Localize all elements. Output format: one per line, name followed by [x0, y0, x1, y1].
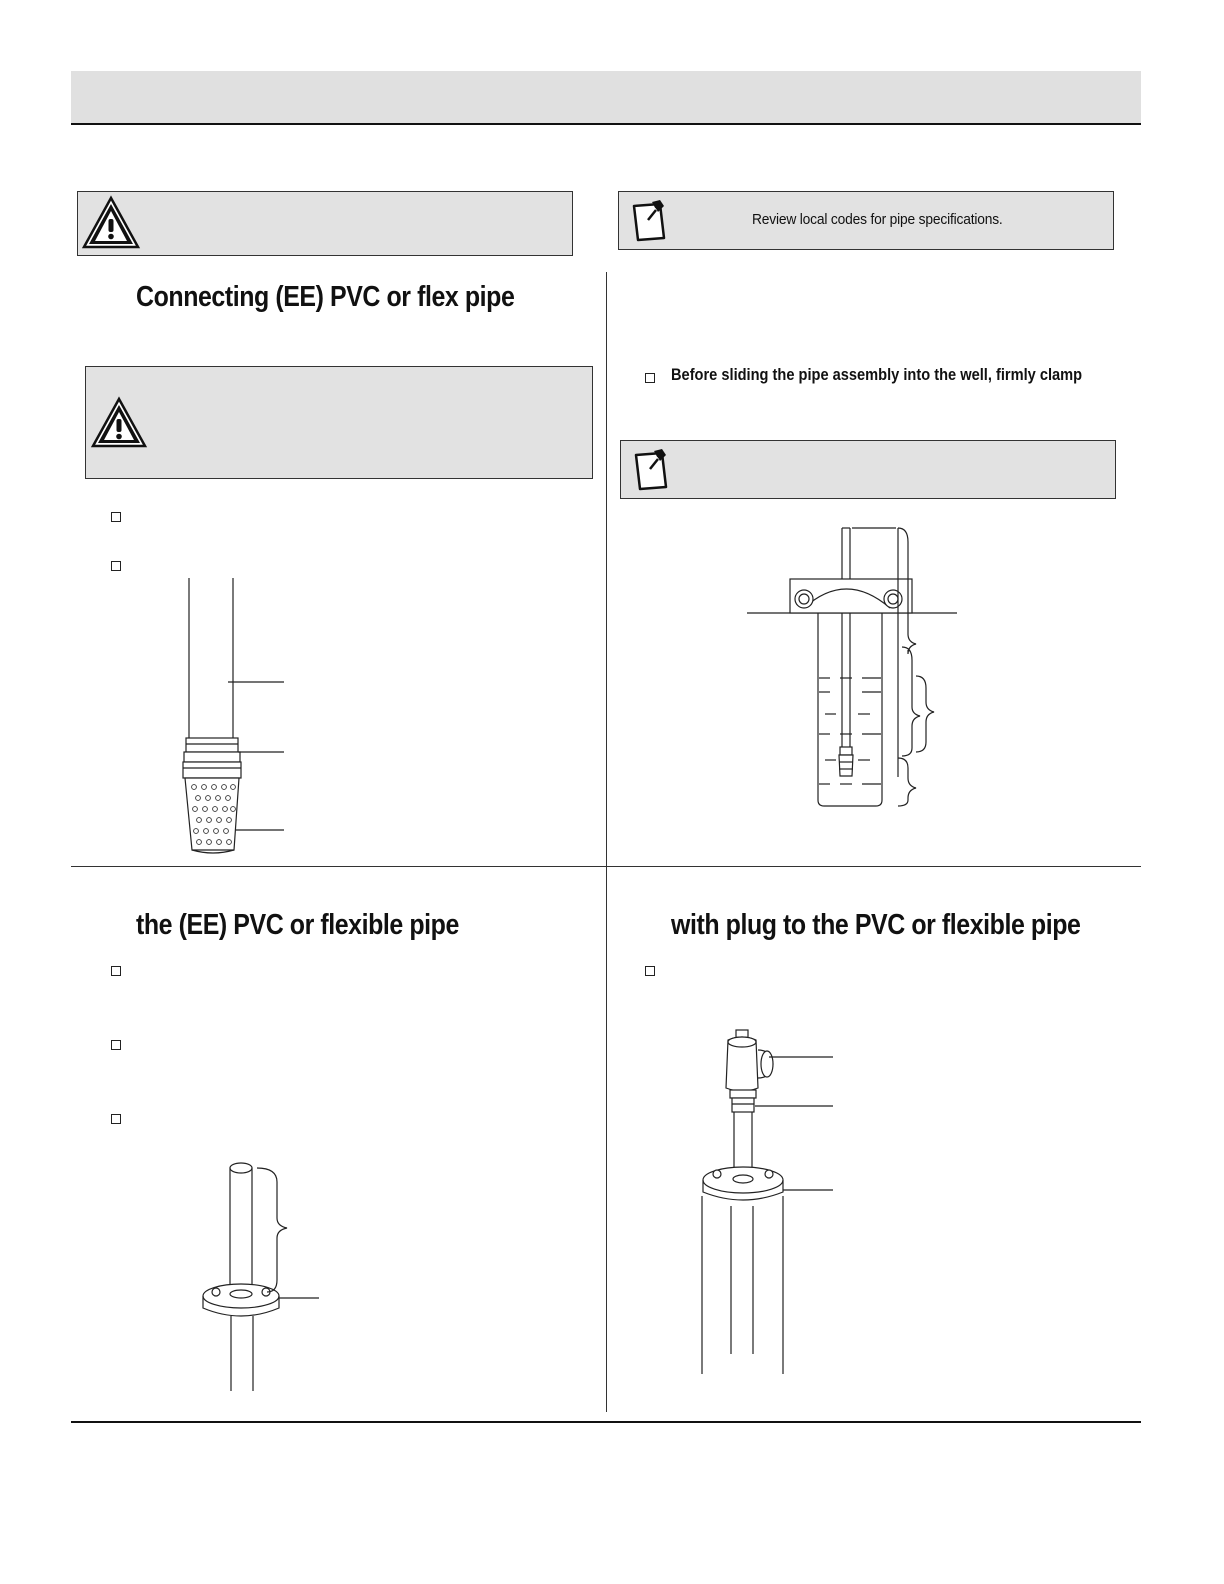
column-divider-top — [606, 272, 607, 866]
note-box — [620, 440, 1116, 499]
step-text: Before sliding the pipe assembly into the well, firmly clamp — [671, 365, 1083, 384]
header-band — [71, 71, 1141, 123]
pipe-foot-valve-illustration — [180, 578, 300, 858]
checkbox-icon[interactable] — [645, 966, 655, 976]
pipe-flange-illustration — [195, 1156, 325, 1396]
well-clamp-illustration — [740, 522, 970, 817]
note-text: Review local codes for pipe specifications. — [752, 211, 1003, 228]
warning-triangle-icon — [90, 396, 148, 450]
column-divider-bottom — [606, 867, 607, 1412]
checkbox-icon[interactable] — [111, 561, 121, 571]
checkbox-icon[interactable] — [111, 966, 121, 976]
header-divider — [71, 123, 1141, 125]
checkbox-icon[interactable] — [111, 1040, 121, 1050]
tee-plug-illustration — [695, 1024, 840, 1379]
footer-divider — [71, 1421, 1141, 1423]
checkbox-icon[interactable] — [111, 1114, 121, 1124]
section-heading: the (EE) PVC or flexible pipe — [136, 909, 459, 941]
warning-box — [77, 191, 573, 256]
checkbox-icon[interactable] — [645, 373, 655, 383]
pushpin-note-icon — [630, 198, 674, 244]
warning-box — [85, 366, 593, 479]
checkbox-icon[interactable] — [111, 512, 121, 522]
section-heading: with plug to the PVC or flexible pipe — [671, 909, 1081, 941]
warning-triangle-icon — [82, 196, 140, 250]
pushpin-note-icon — [632, 447, 676, 493]
section-heading: Connecting (EE) PVC or flex pipe — [136, 281, 515, 313]
